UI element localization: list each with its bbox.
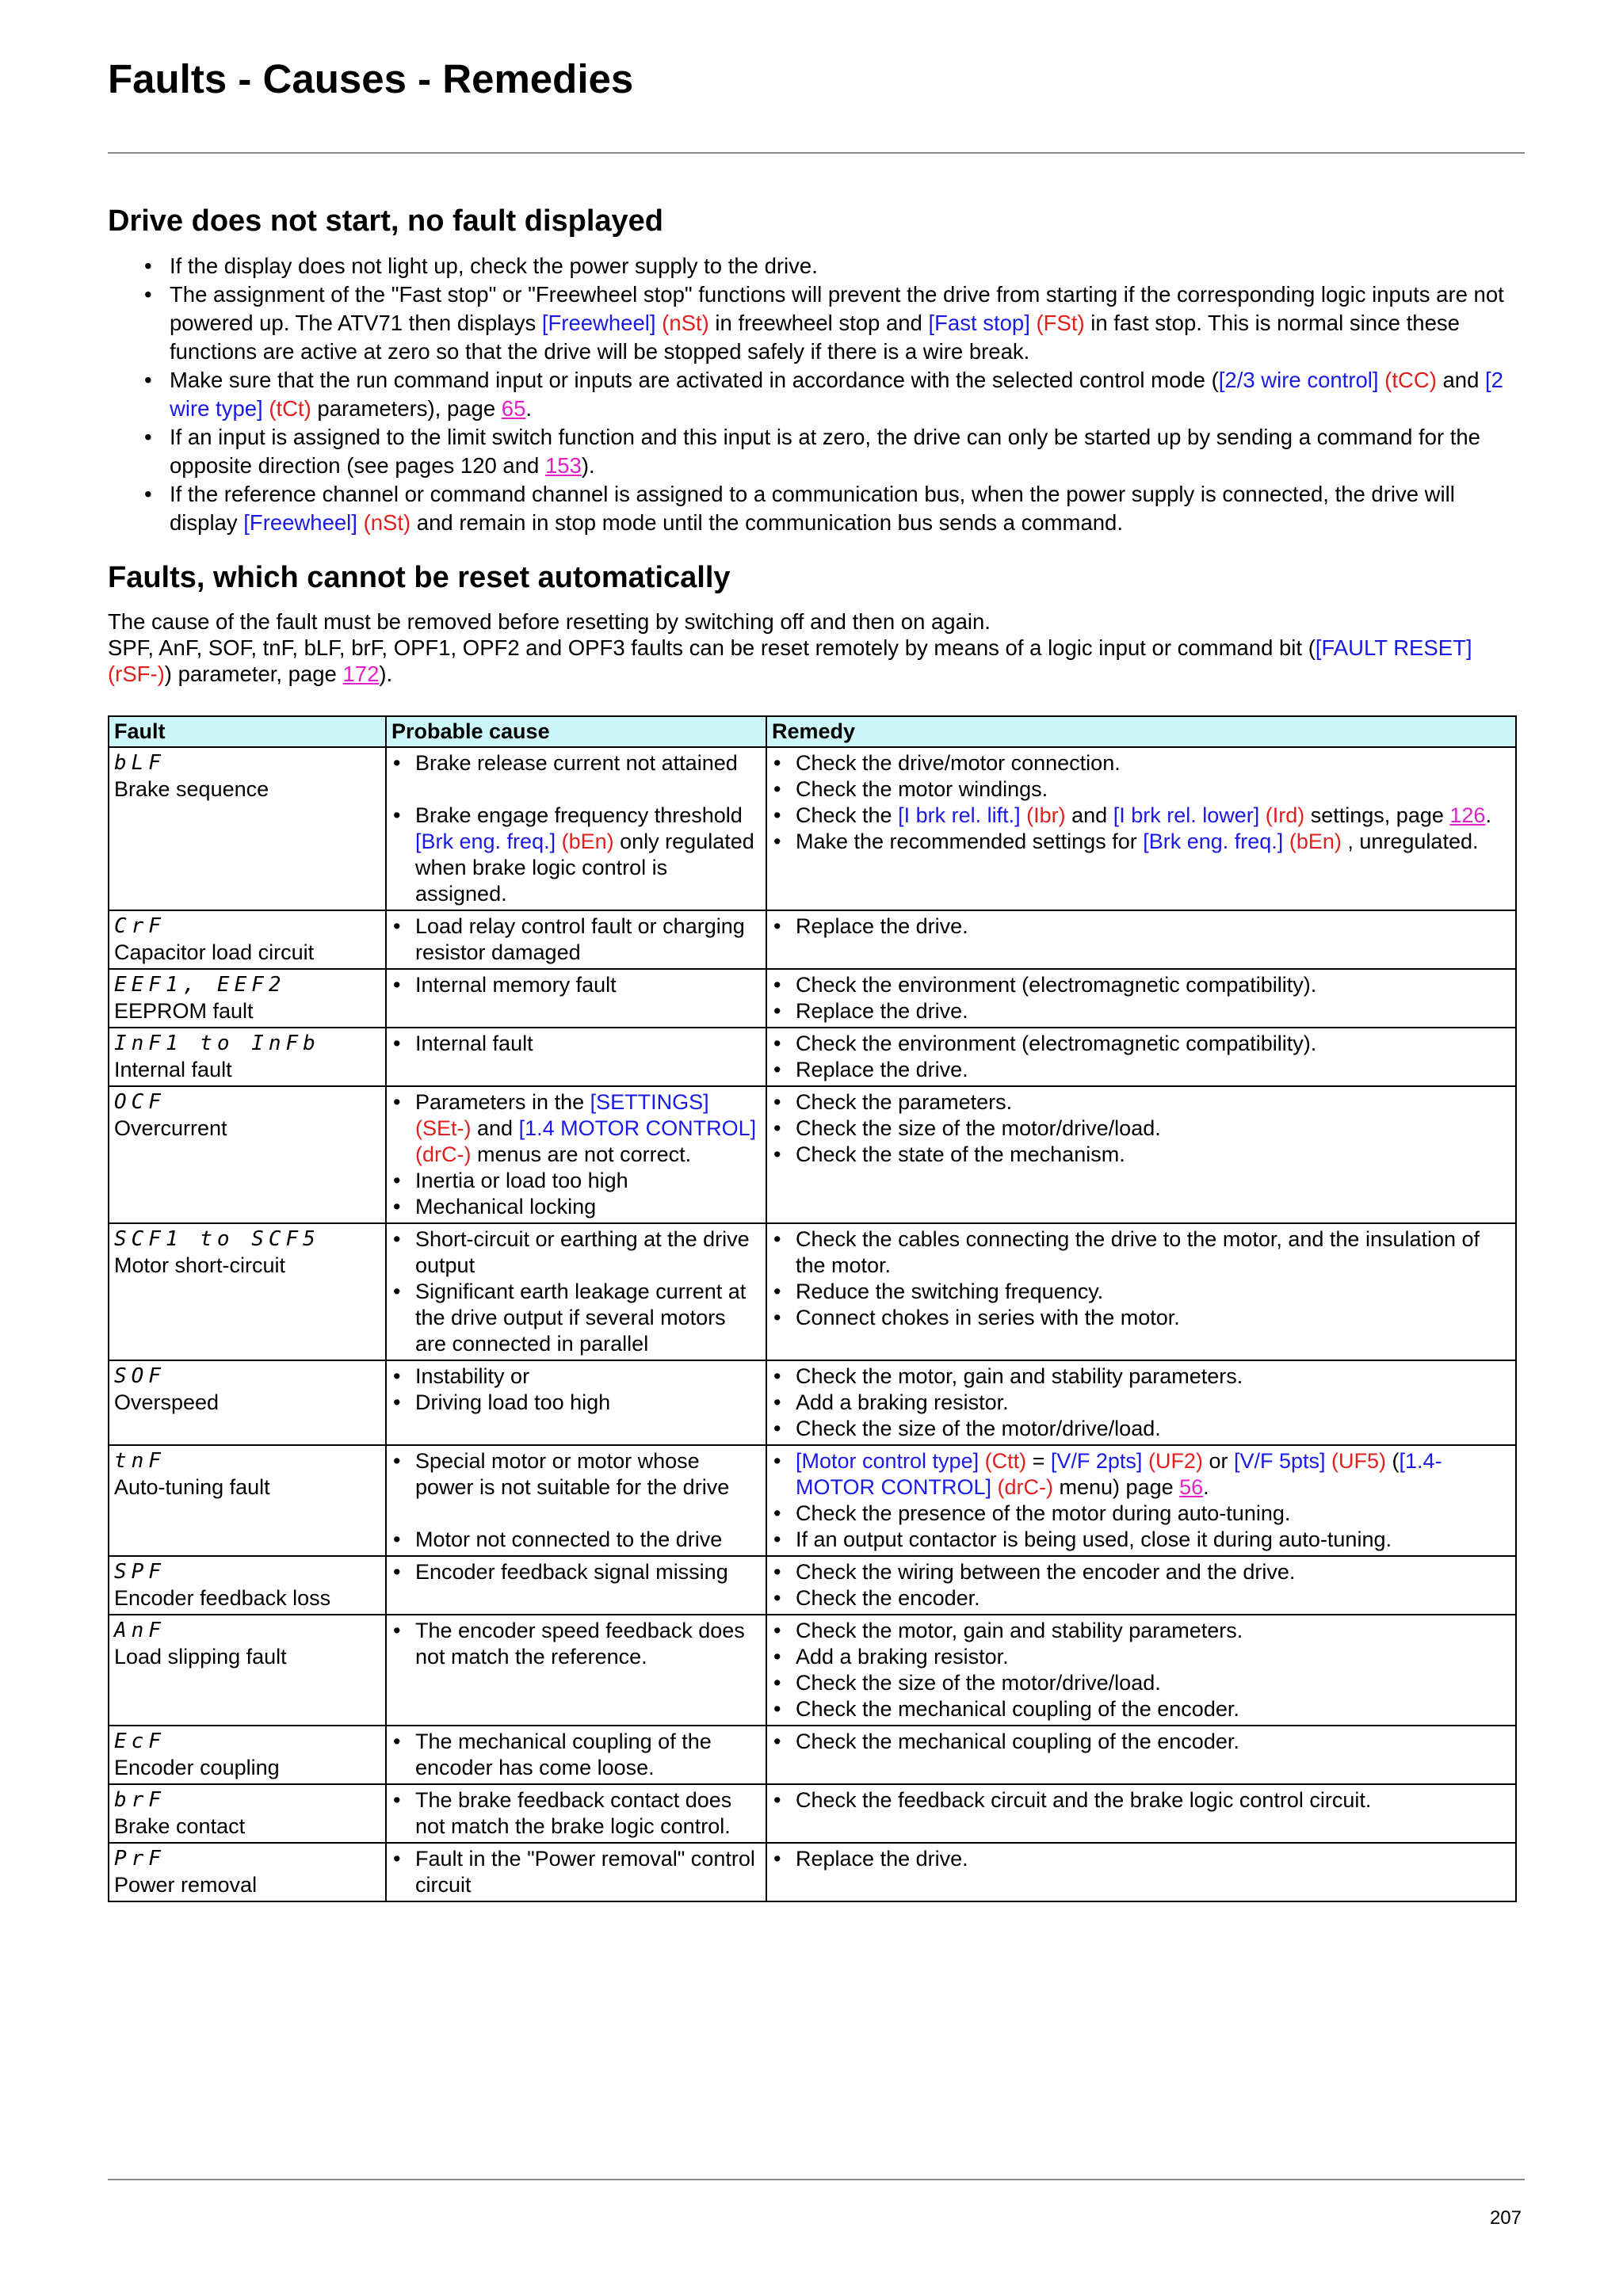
fault-cell bbox=[109, 1726, 386, 1784]
fault-cell bbox=[109, 1086, 386, 1223]
remedy-item: • Check the feedback circuit and the brake logic control circuit. bbox=[772, 1787, 1510, 1814]
fault-code: EcF bbox=[114, 1730, 166, 1753]
fault-name: Overspeed bbox=[114, 1390, 220, 1414]
remedy-cell bbox=[766, 910, 1516, 969]
cause-cell bbox=[386, 1028, 766, 1086]
header-divider bbox=[108, 152, 1525, 154]
fault-code: SCF1 to SCF5 bbox=[114, 1227, 320, 1251]
cause-item: • Brake engage frequency threshold [Brk eng. freq.] (bEn) only regulated when brake logic control is assigned. bbox=[391, 803, 761, 907]
table-row bbox=[109, 1726, 1516, 1784]
table-row bbox=[109, 1028, 1516, 1086]
table-row bbox=[109, 1615, 1516, 1726]
remedy-cell bbox=[766, 1028, 1516, 1086]
remedy-item: • Check the size of the motor/drive/load. bbox=[772, 1416, 1510, 1442]
fault-code: PrF bbox=[114, 1847, 166, 1871]
fault-cell bbox=[109, 1445, 386, 1556]
cause-cell bbox=[386, 1086, 766, 1223]
cause-cell bbox=[386, 910, 766, 969]
fault-name: Power removal bbox=[114, 1873, 258, 1897]
checklist-item: • If an input is assigned to the limit switch function and this input is at zero, the drive can only be started up by sending a command for the opposite direction (see pages 120 and 153). bbox=[139, 423, 1518, 480]
cause-item: • Parameters in the [SETTINGS] (SEt-) and [1.4 MOTOR CONTROL] (drC-) menus are not correct. bbox=[391, 1089, 761, 1168]
footer-divider bbox=[108, 2179, 1525, 2180]
table-row bbox=[109, 1784, 1516, 1843]
fault-code: SOF bbox=[114, 1364, 166, 1388]
remedy-item: • Check the environment (electromagnetic compatibility). bbox=[772, 1031, 1510, 1057]
cause-item: • Internal fault bbox=[391, 1031, 761, 1057]
cause-cell bbox=[386, 747, 766, 910]
fault-name: Encoder coupling bbox=[114, 1756, 280, 1779]
fault-name: Encoder feedback loss bbox=[114, 1586, 331, 1610]
faults-table bbox=[108, 715, 1517, 1902]
fault-cell bbox=[109, 1223, 386, 1360]
table-row bbox=[109, 1445, 1516, 1556]
remedy-item: • Make the recommended settings for [Brk eng. freq.] (bEn) , unregulated. bbox=[772, 829, 1510, 855]
table-header-row bbox=[109, 716, 1516, 747]
cause-cell bbox=[386, 1360, 766, 1445]
cause-item: • Driving load too high bbox=[391, 1390, 761, 1416]
fault-cell bbox=[109, 910, 386, 969]
section-heading-no-fault: Drive does not start, no fault displayed bbox=[108, 204, 664, 238]
fault-code: CrF bbox=[114, 914, 166, 938]
cause-item: • Instability or bbox=[391, 1363, 761, 1390]
table-row bbox=[109, 1223, 1516, 1360]
remedy-item: • [Motor control type] (Ctt) = [V/F 2pts] (UF2) or [V/F 5pts] (UF5) ([1.4-MOTOR CONTROL] (drC-) menu) page 56. bbox=[772, 1448, 1510, 1501]
header-remedy: Remedy bbox=[766, 716, 1516, 747]
remedy-cell bbox=[766, 1223, 1516, 1360]
remedy-item: • Replace the drive. bbox=[772, 1057, 1510, 1083]
remedy-cell bbox=[766, 1556, 1516, 1615]
table-row bbox=[109, 1843, 1516, 1901]
fault-cell bbox=[109, 747, 386, 910]
fault-name: Motor short-circuit bbox=[114, 1253, 286, 1277]
fault-code: tnF bbox=[114, 1449, 166, 1473]
cause-cell bbox=[386, 1843, 766, 1901]
remedy-item: • Check the motor windings. bbox=[772, 776, 1510, 803]
remedy-item: • Replace the drive. bbox=[772, 913, 1510, 940]
remedy-cell bbox=[766, 1086, 1516, 1223]
fault-code: brF bbox=[114, 1788, 166, 1812]
fault-name: Internal fault bbox=[114, 1058, 232, 1081]
header-probable-cause: Probable cause bbox=[386, 716, 766, 747]
cause-cell bbox=[386, 1784, 766, 1843]
remedy-item: • Check the drive/motor connection. bbox=[772, 750, 1510, 776]
remedy-item: • If an output contactor is being used, close it during auto-tuning. bbox=[772, 1527, 1510, 1553]
remedy-item: • Check the motor, gain and stability parameters. bbox=[772, 1363, 1510, 1390]
cause-item: • The mechanical coupling of the encoder has come loose. bbox=[391, 1729, 761, 1781]
cause-item: • Inertia or load too high bbox=[391, 1168, 761, 1194]
checklist-item: • If the display does not light up, check the power supply to the drive. bbox=[139, 252, 1518, 280]
fault-code: InF1 to InFb bbox=[114, 1032, 320, 1055]
remedy-item: • Check the parameters. bbox=[772, 1089, 1510, 1116]
cause-cell bbox=[386, 1615, 766, 1726]
cause-item: • The brake feedback contact does not match the brake logic control. bbox=[391, 1787, 761, 1840]
remedy-item: • Connect chokes in series with the motor. bbox=[772, 1305, 1510, 1331]
remedy-cell bbox=[766, 1726, 1516, 1784]
cause-item: • Fault in the "Power removal" control circuit bbox=[391, 1846, 761, 1898]
cause-item: • Significant earth leakage current at the drive output if several motors are connected in parallel bbox=[391, 1279, 761, 1357]
cause-cell bbox=[386, 1223, 766, 1360]
page-title: Faults - Causes - Remedies bbox=[108, 56, 634, 101]
fault-cell bbox=[109, 1028, 386, 1086]
remedy-item: • Check the motor, gain and stability parameters. bbox=[772, 1618, 1510, 1644]
cause-cell bbox=[386, 1445, 766, 1556]
cause-item: • Brake release current not attained bbox=[391, 750, 761, 776]
fault-name: Capacitor load circuit bbox=[114, 940, 315, 964]
cause-item: • Motor not connected to the drive bbox=[391, 1527, 761, 1553]
remedy-item: • Reduce the switching frequency. bbox=[772, 1279, 1510, 1305]
fault-name: Auto-tuning fault bbox=[114, 1475, 270, 1499]
checklist-item: • The assignment of the "Fast stop" or "Freewheel stop" functions will prevent the drive from starting if the corresponding logic inputs are not powered up. The ATV71 then displays [Freewheel] (nSt) in freewheel stop and [Fast stop] (FSt) in fast stop. This is normal since these functions are active at zero so that the drive will be stopped safely if there is a wire break. bbox=[139, 280, 1518, 366]
fault-code: SPF bbox=[114, 1560, 166, 1584]
remedy-item: • Replace the drive. bbox=[772, 998, 1510, 1024]
section-heading-no-auto-reset: Faults, which cannot be reset automatically bbox=[108, 561, 731, 594]
remedy-item: • Check the size of the motor/drive/load. bbox=[772, 1670, 1510, 1696]
cause-item: • Short-circuit or earthing at the drive output bbox=[391, 1226, 761, 1279]
fault-name: Brake contact bbox=[114, 1814, 246, 1838]
fault-cell bbox=[109, 1615, 386, 1726]
fault-cell bbox=[109, 1784, 386, 1843]
fault-cell bbox=[109, 1360, 386, 1445]
fault-code: EEF1, EEF2 bbox=[114, 973, 286, 997]
remedy-item: • Check the encoder. bbox=[772, 1585, 1510, 1611]
remedy-cell bbox=[766, 969, 1516, 1028]
fault-cell bbox=[109, 969, 386, 1028]
cause-item: • Internal memory fault bbox=[391, 972, 761, 998]
header-fault: Fault bbox=[109, 716, 386, 747]
table-row bbox=[109, 1556, 1516, 1615]
fault-code: OCF bbox=[114, 1090, 166, 1114]
remedy-item: • Check the presence of the motor during auto-tuning. bbox=[772, 1501, 1510, 1527]
intro-line-2: SPF, AnF, SOF, tnF, bLF, brF, OPF1, OPF2 and OPF3 faults can be reset remotely by means of a logic input or command bit ([FAULT RESET] (rSF-)) parameter, page 172). bbox=[108, 635, 1472, 686]
checklist-item: • Make sure that the run command input or inputs are activated in accordance with the selected control mode ([2/3 wire control] (tCC) and [2 wire type] (tCt) parameters), page 65. bbox=[139, 366, 1518, 423]
cause-item: • Encoder feedback signal missing bbox=[391, 1559, 761, 1585]
table-row bbox=[109, 1360, 1516, 1445]
remedy-cell bbox=[766, 1784, 1516, 1843]
remedy-item: • Replace the drive. bbox=[772, 1846, 1510, 1872]
cause-cell bbox=[386, 1556, 766, 1615]
fault-cell bbox=[109, 1843, 386, 1901]
remedy-item: • Check the state of the mechanism. bbox=[772, 1142, 1510, 1168]
cause-item: • Load relay control fault or charging resistor damaged bbox=[391, 913, 761, 966]
page-number: 207 bbox=[1489, 2207, 1522, 2229]
remedy-item: • Check the size of the motor/drive/load. bbox=[772, 1116, 1510, 1142]
cause-cell bbox=[386, 969, 766, 1028]
remedy-item: • Check the environment (electromagnetic compatibility). bbox=[772, 972, 1510, 998]
no-fault-checklist bbox=[139, 252, 1518, 537]
fault-code: bLF bbox=[114, 751, 166, 775]
fault-name: Brake sequence bbox=[114, 777, 269, 801]
remedy-item: • Check the mechanical coupling of the encoder. bbox=[772, 1729, 1510, 1755]
table-row bbox=[109, 969, 1516, 1028]
section-intro bbox=[108, 608, 1522, 687]
remedy-item: • Check the wiring between the encoder and the drive. bbox=[772, 1559, 1510, 1585]
remedy-item: • Check the cables connecting the drive to the motor, and the insulation of the motor. bbox=[772, 1226, 1510, 1279]
cause-item: • Mechanical locking bbox=[391, 1194, 761, 1220]
table-row bbox=[109, 910, 1516, 969]
table-row bbox=[109, 747, 1516, 910]
cause-cell bbox=[386, 1726, 766, 1784]
fault-code: AnF bbox=[114, 1619, 166, 1642]
fault-cell bbox=[109, 1556, 386, 1615]
cause-item: • The encoder speed feedback does not match the reference. bbox=[391, 1618, 761, 1670]
fault-name: Overcurrent bbox=[114, 1116, 227, 1140]
intro-line-1: The cause of the fault must be removed before resetting by switching off and then on again. bbox=[108, 609, 991, 634]
remedy-item: • Check the mechanical coupling of the encoder. bbox=[772, 1696, 1510, 1722]
remedy-cell bbox=[766, 747, 1516, 910]
remedy-item: • Add a braking resistor. bbox=[772, 1390, 1510, 1416]
fault-name: Load slipping fault bbox=[114, 1645, 287, 1669]
remedy-cell bbox=[766, 1360, 1516, 1445]
checklist-item: • If the reference channel or command channel is assigned to a communication bus, when the power supply is connected, the drive will display [Freewheel] (nSt) and remain in stop mode until the communication bus sends a command. bbox=[139, 480, 1518, 537]
remedy-cell bbox=[766, 1445, 1516, 1556]
table-row bbox=[109, 1086, 1516, 1223]
cause-item: • Special motor or motor whose power is not suitable for the drive bbox=[391, 1448, 761, 1501]
remedy-item: • Add a braking resistor. bbox=[772, 1644, 1510, 1670]
fault-name: EEPROM fault bbox=[114, 999, 254, 1023]
remedy-item: • Check the [I brk rel. lift.] (Ibr) and [I brk rel. lower] (Ird) settings, page 126. bbox=[772, 803, 1510, 829]
remedy-cell bbox=[766, 1843, 1516, 1901]
remedy-cell bbox=[766, 1615, 1516, 1726]
